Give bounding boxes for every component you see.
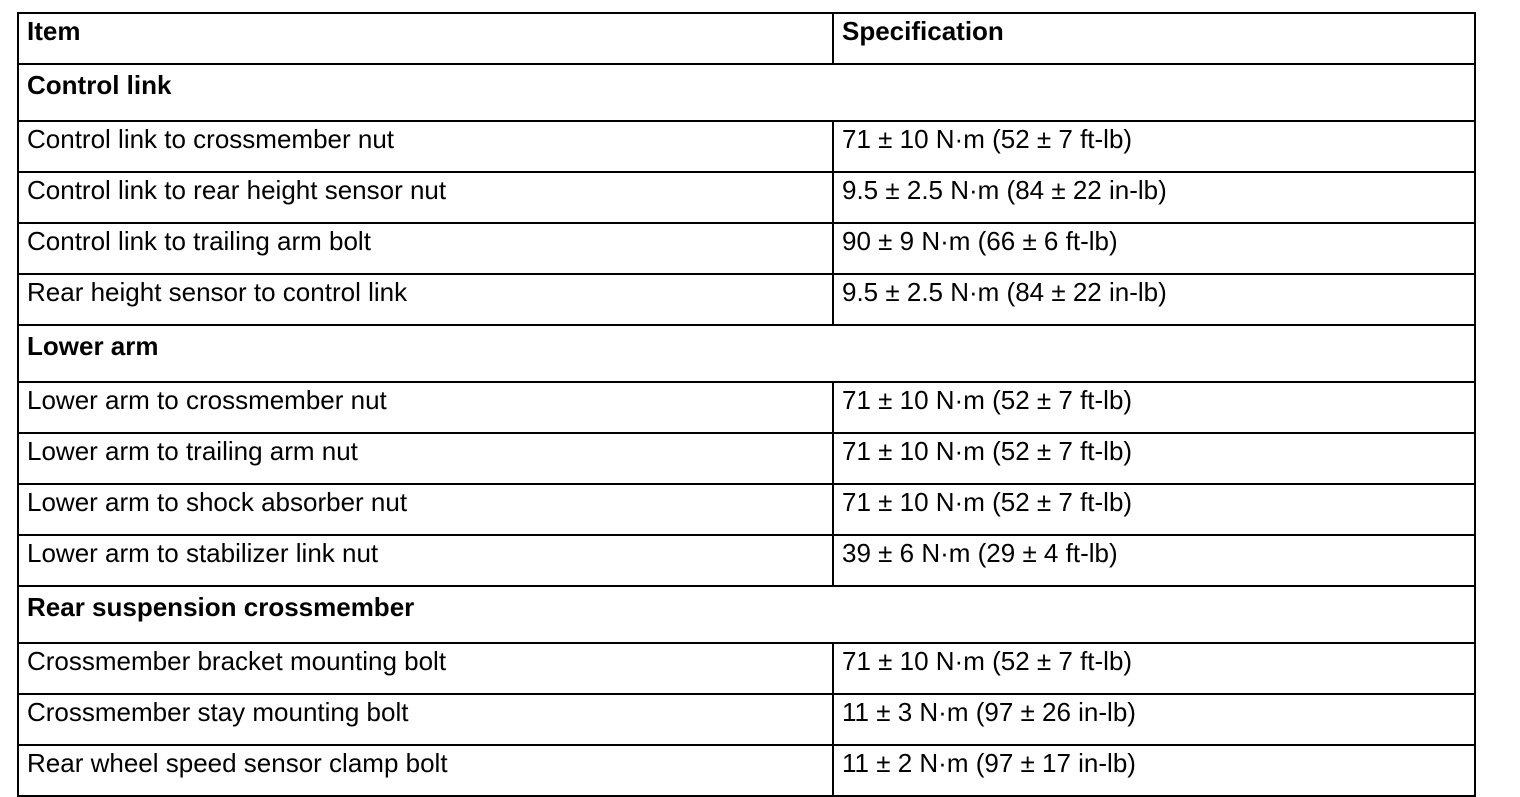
specification-cell: 71 ± 10 N·m (52 ± 7 ft-lb) — [833, 643, 1475, 694]
item-cell: Rear height sensor to control link — [18, 274, 833, 325]
table-row — [18, 274, 1475, 325]
item-cell: Lower arm to crossmember nut — [18, 382, 833, 433]
table-row — [18, 745, 1475, 796]
table-row — [18, 172, 1475, 223]
item-cell: Crossmember bracket mounting bolt — [18, 643, 833, 694]
section-row — [18, 325, 1475, 382]
item-cell: Control link to rear height sensor nut — [18, 172, 833, 223]
table-row — [18, 535, 1475, 586]
table-row — [18, 484, 1475, 535]
specification-cell: 11 ± 3 N·m (97 ± 26 in-lb) — [833, 694, 1475, 745]
specification-cell: 71 ± 10 N·m (52 ± 7 ft-lb) — [833, 382, 1475, 433]
specification-cell: 71 ± 10 N·m (52 ± 7 ft-lb) — [833, 433, 1475, 484]
specification-cell: 90 ± 9 N·m (66 ± 6 ft-lb) — [833, 223, 1475, 274]
section-row — [18, 586, 1475, 643]
item-cell: Crossmember stay mounting bolt — [18, 694, 833, 745]
table-header-row — [18, 13, 1475, 64]
specification-cell: 9.5 ± 2.5 N·m (84 ± 22 in-lb) — [833, 172, 1475, 223]
column-header-specification: Specification — [833, 13, 1475, 64]
item-cell: Rear wheel speed sensor clamp bolt — [18, 745, 833, 796]
section-title: Control link — [18, 64, 1475, 121]
section-title: Rear suspension crossmember — [18, 586, 1475, 643]
table-row — [18, 121, 1475, 172]
table-row — [18, 382, 1475, 433]
section-title: Lower arm — [18, 325, 1475, 382]
specification-cell: 9.5 ± 2.5 N·m (84 ± 22 in-lb) — [833, 274, 1475, 325]
item-cell: Lower arm to shock absorber nut — [18, 484, 833, 535]
item-cell: Lower arm to stabilizer link nut — [18, 535, 833, 586]
specification-cell: 11 ± 2 N·m (97 ± 17 in-lb) — [833, 745, 1475, 796]
torque-spec-table — [17, 12, 1476, 797]
specification-cell: 71 ± 10 N·m (52 ± 7 ft-lb) — [833, 484, 1475, 535]
item-cell: Control link to crossmember nut — [18, 121, 833, 172]
table-row — [18, 433, 1475, 484]
specification-cell: 39 ± 6 N·m (29 ± 4 ft-lb) — [833, 535, 1475, 586]
table-row — [18, 223, 1475, 274]
table-row — [18, 694, 1475, 745]
table-body — [18, 13, 1475, 796]
specification-cell: 71 ± 10 N·m (52 ± 7 ft-lb) — [833, 121, 1475, 172]
item-cell: Control link to trailing arm bolt — [18, 223, 833, 274]
section-row — [18, 64, 1475, 121]
table-row — [18, 643, 1475, 694]
column-header-item: Item — [18, 13, 833, 64]
item-cell: Lower arm to trailing arm nut — [18, 433, 833, 484]
